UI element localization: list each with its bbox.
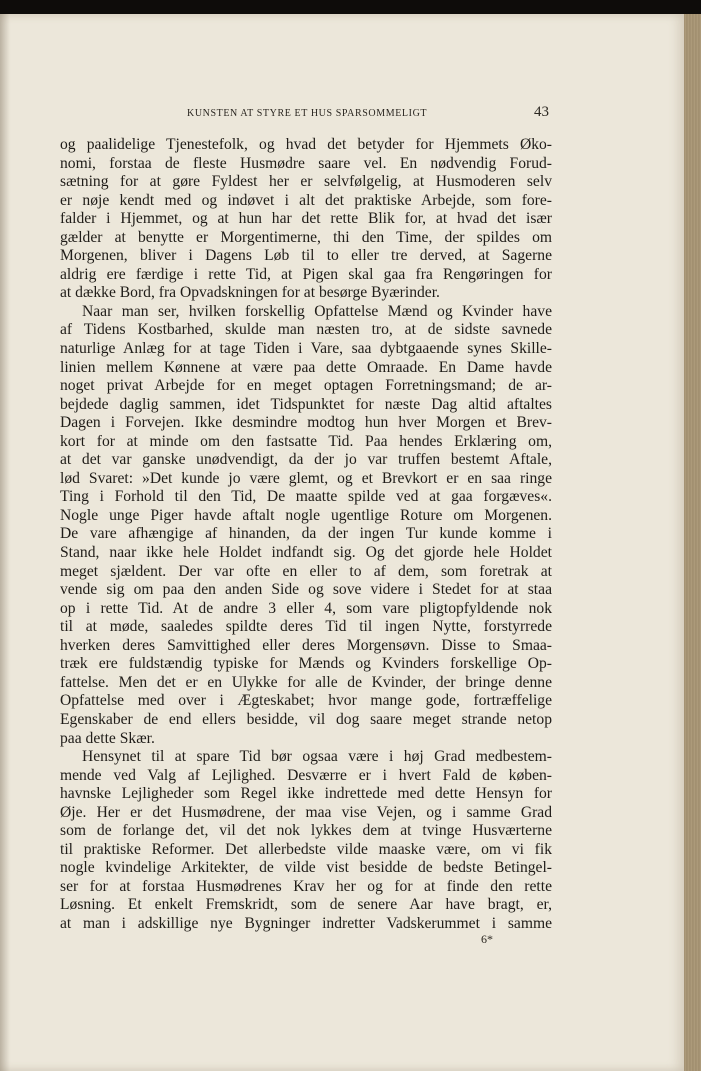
- text-line: falder i Hjemmet, og at hun har det rette Blik for, at hvad det især: [60, 210, 552, 228]
- text-line: ser for at forstaa Husmødrenes Krav her og for at finde den rette: [60, 877, 552, 895]
- text-line: Nogle unge Piger havde aftalt nogle ugentlige Roture om Morgenen.: [60, 506, 552, 524]
- text-line: som de forlange det, vil det nok lykkes dem at tvinge Husværterne: [60, 822, 552, 840]
- running-head: KUNSTEN AT STYRE ET HUS SPARSOMMELIGT: [187, 108, 428, 119]
- text-line: aldrig ere færdige i rette Tid, at Pigen skal gaa fra Rengøringen for: [60, 265, 552, 283]
- text-line: til at møde, saaledes spildte deres Tid til ingen Nytte, forstyrrede: [60, 618, 552, 636]
- text-line: havnske Lejligheder som Regel ikke indrettede med dette Hensyn for: [60, 785, 552, 803]
- text-line: Opfattelse med over i Ægteskabet; hvor mange gode, fortræffelige: [60, 692, 552, 710]
- text-line: af Tidens Kostbarhed, skulde man næsten tro, at de sidste savnede: [60, 321, 552, 339]
- text-line: vende sig om paa den anden Side og sove videre i Stedet for at staa: [60, 581, 552, 599]
- text-line: linien mellem Kønnene at være paa dette Omraade. En Dame havde: [60, 358, 552, 376]
- text-line: kort for at minde om den fastsatte Tid. Paa hendes Erklæring om,: [60, 432, 552, 450]
- text-line: til praktiske Reformer. Det allerbedste vilde maaske være, om vi fik: [60, 840, 552, 858]
- text-line: De vare afhængige af hinanden, da der ingen Tur kunde komme i: [60, 525, 552, 543]
- text-line: lød Svaret: »Det kunde jo være glemt, og et Brevkort er en saa ringe: [60, 469, 552, 487]
- text-line: meget sjældent. Der var ofte en eller to af dem, som foretrak at: [60, 562, 552, 580]
- page-gutter-shadow: [0, 14, 10, 1071]
- body-text: [60, 136, 552, 934]
- text-line: naturlige Anlæg for at tage Tiden i Vare, saa dybtgaaende synes Skille-: [60, 340, 552, 358]
- book-page-edges: [684, 14, 701, 1071]
- text-line: Ting i Forhold til den Tid, De maatte spilde ved at gaa forgæves«.: [60, 488, 552, 506]
- text-line: hverken deres Samvittighed eller deres Morgensøvn. Disse to Smaa-: [60, 636, 552, 654]
- text-line: op i rette Tid. At de andre 3 eller 4, som vare pligtopfyldende nok: [60, 599, 552, 617]
- text-line: Øje. Her er det Husmødrene, der maa vise Vejen, og i samme Grad: [60, 803, 552, 821]
- text-line: paa dette Skær.: [60, 729, 155, 747]
- text-line: Egenskaber de end ellers besidde, vil dog saare meget strande netop: [60, 710, 552, 728]
- text-line: Morgenen, bliver i Dagens Løb til to eller tre derved, at Sagerne: [60, 247, 552, 265]
- text-line: bejdede daglig sammen, idet Tidspunktet for næste Dag altid aftaltes: [60, 395, 552, 413]
- text-line: nomi, forstaa de fleste Husmødre saare vel. En nødvendig Forud-: [60, 154, 552, 172]
- text-line: Løsning. Et enkelt Fremskridt, som de senere Aar have bragt, er,: [60, 896, 552, 914]
- text-line: at dække Bord, fra Opvadskningen for at besørge Byærinder.: [60, 284, 440, 302]
- text-line: træk ere fuldstændig typiske for Mænds og Kvinders forskellige Op-: [60, 655, 552, 673]
- scan-top-border: [0, 0, 701, 14]
- text-line: Stand, naar ikke hele Holdet indfandt sig. Og det gjorde hele Holdet: [60, 544, 552, 562]
- text-line: sætning for at gøre Fyldest her er selvfølgelig, at Husmoderen selv: [60, 173, 552, 191]
- text-line: og paalidelige Tjenestefolk, og hvad det betyder for Hjemmets Øko-: [60, 136, 552, 153]
- text-line: er nøje kendt med og indøvet i alt det praktiske Arbejde, som fore-: [60, 191, 552, 209]
- text-line: at man i adskillige nye Bygninger indretter Vadskerummet i samme: [60, 914, 552, 932]
- text-line: fattelse. Men det er en Ulykke for alle de Kvinder, der bringe denne: [60, 673, 552, 691]
- text-line: Naar man ser, hvilken forskellig Opfattelse Mænd og Kvinder have: [82, 302, 552, 320]
- page-number: 43: [534, 104, 549, 120]
- text-line: noget privat Arbejde for en meget optagen Forretningsmand; de ar-: [60, 377, 552, 395]
- text-line: nogle kvindelige Arkitekter, de vilde vist besidde de bedste Betingel-: [60, 859, 552, 877]
- text-line: Hensynet til at spare Tid bør ogsaa være i høj Grad medbestem-: [82, 748, 552, 766]
- text-line: Dagen i Forvejen. Ikke desmindre modtog hun hver Morgen et Brev-: [60, 414, 552, 432]
- text-line: mende ved Valg af Lejlighed. Desværre er i hvert Fald de køben-: [60, 766, 552, 784]
- text-line: at det var ganske unødvendigt, da der jo var truffen bestemt Aftale,: [60, 451, 552, 469]
- signature-mark: 6*: [481, 932, 493, 946]
- text-line: gælder at benytte er Morgentimerne, thi den Time, der spildes om: [60, 228, 552, 246]
